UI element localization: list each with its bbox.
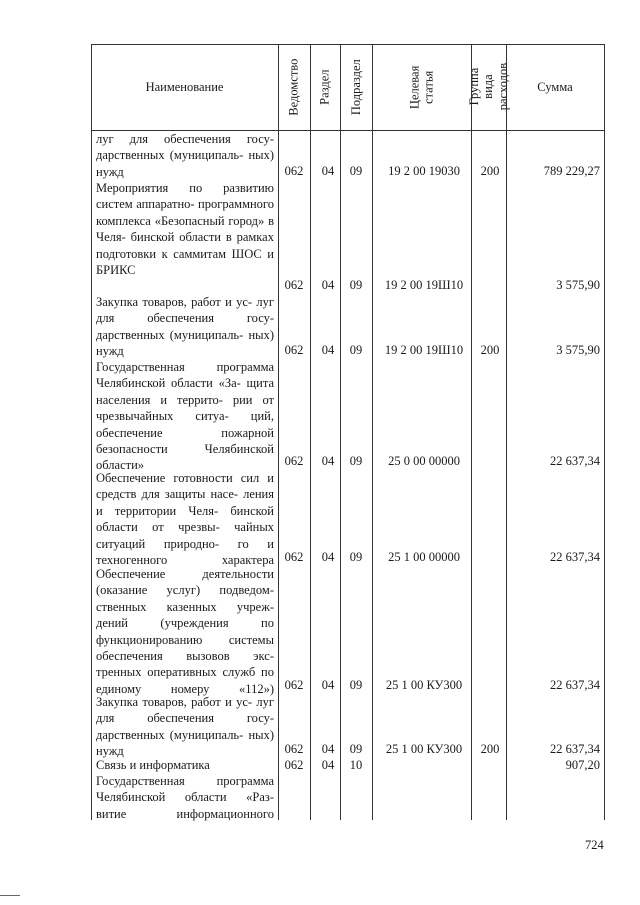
cell-ved: 062: [284, 550, 304, 564]
row-name: Государственная программа Челябинской области «За- щита населения и террито- рии от чрезвычайных ситуа- ций, обеспечение пожарной безопасности Челябинской области»: [96, 360, 274, 473]
cell-razdel: 04: [321, 758, 335, 772]
cell-celevaya: 19 2 00 19Ш10: [384, 278, 464, 292]
row-name: Закупка товаров, работ и ус- луг для обеспечения госу- дарственных (муниципаль- ных) нужд: [96, 295, 274, 359]
cell-summa: 3 575,90: [556, 343, 600, 357]
row-name: луг для обеспечения госу- дарственных (муниципаль- ных) нужд: [96, 132, 274, 179]
header-summa: Сумма: [537, 79, 573, 94]
cell-summa: 22 637,34: [550, 454, 600, 468]
cell-podrazdel: 10: [349, 758, 363, 772]
cell-razdel: 04: [321, 343, 335, 357]
cell-ved: 062: [284, 454, 304, 468]
row-name: Обеспечение деятельности (оказание услуг) подведом- ственных казенных учреж- дений (учреждения по функционированию системы обеспечения вызовов экс- тренных оперативных служб по единому номеру «112»): [96, 567, 274, 696]
cell-celevaya: 19 2 00 19030: [388, 164, 460, 178]
col-divider: [340, 44, 341, 820]
row-name: Государственная программа Челябинской области «Раз- витие информационного: [96, 774, 274, 821]
col-divider: [506, 44, 507, 820]
cell-summa: 3 575,90: [556, 278, 600, 292]
header-name: Наименование: [145, 79, 224, 94]
cell-celevaya: 19 2 00 19Ш10: [384, 343, 464, 357]
cell-summa: 22 637,34: [550, 550, 600, 564]
cell-podrazdel: 09: [349, 550, 363, 564]
cell-razdel: 04: [321, 678, 335, 692]
row-name: Закупка товаров, работ и ус- луг для обеспечения госу- дарственных (муниципаль- ных) нужд: [96, 695, 274, 759]
col-divider: [471, 44, 472, 820]
row-name: Мероприятия по развитию систем аппаратно- программного комплекса «Безопасный город» в Челя- бинской области в рамках подготовки к саммитам ШОС и БРИКС: [96, 181, 274, 278]
header-celevaya: Целевая статья: [407, 65, 436, 109]
cell-ved: 062: [284, 678, 304, 692]
cell-celevaya: 25 1 00 00000: [388, 550, 460, 564]
row-name: Обеспечение готовности сил и средств для защиты насе- ления и территории Челя- бинской области от чрезвы- чайных ситуаций природно- го и техногенного характера: [96, 471, 274, 568]
col-divider: [310, 44, 311, 820]
header-ved: Ведомство: [286, 58, 301, 116]
cell-podrazdel: 09: [349, 164, 363, 178]
cell-summa: 789 229,27: [543, 164, 600, 178]
cell-podrazdel: 09: [349, 742, 363, 756]
cell-razdel: 04: [321, 550, 335, 564]
col-divider: [278, 44, 279, 820]
cell-ved: 062: [284, 343, 304, 357]
row-name: Связь и информатика: [96, 758, 210, 772]
cell-celevaya: 25 1 00 КУ300: [385, 742, 463, 756]
header-gruppa: Группа вида расходов: [466, 63, 510, 111]
page-number: 724: [585, 838, 604, 852]
cell-ved: 062: [284, 164, 304, 178]
cell-podrazdel: 09: [349, 278, 363, 292]
cell-ved: 062: [284, 742, 304, 756]
header-podrazdel: Подраздел: [348, 59, 363, 115]
header-razdel: Раздел: [317, 69, 332, 105]
cell-gruppa: 200: [480, 343, 500, 357]
cell-ved: 062: [284, 758, 304, 772]
cell-podrazdel: 09: [349, 454, 363, 468]
cell-celevaya: 25 1 00 КУ300: [385, 678, 463, 692]
cell-summa: 907,20: [565, 758, 600, 772]
cell-summa: 22 637,34: [550, 742, 600, 756]
scan-mark: [0, 895, 20, 896]
cell-ved: 062: [284, 278, 304, 292]
cell-summa: 22 637,34: [550, 678, 600, 692]
cell-razdel: 04: [321, 742, 335, 756]
table-right-border: [604, 44, 605, 820]
col-divider: [372, 44, 373, 820]
table-left-border: [91, 44, 92, 820]
cell-razdel: 04: [321, 454, 335, 468]
cell-gruppa: 200: [480, 742, 500, 756]
cell-razdel: 04: [321, 278, 335, 292]
cell-podrazdel: 09: [349, 343, 363, 357]
cell-razdel: 04: [321, 164, 335, 178]
cell-podrazdel: 09: [349, 678, 363, 692]
cell-gruppa: 200: [480, 164, 500, 178]
cell-celevaya: 25 0 00 00000: [388, 454, 460, 468]
